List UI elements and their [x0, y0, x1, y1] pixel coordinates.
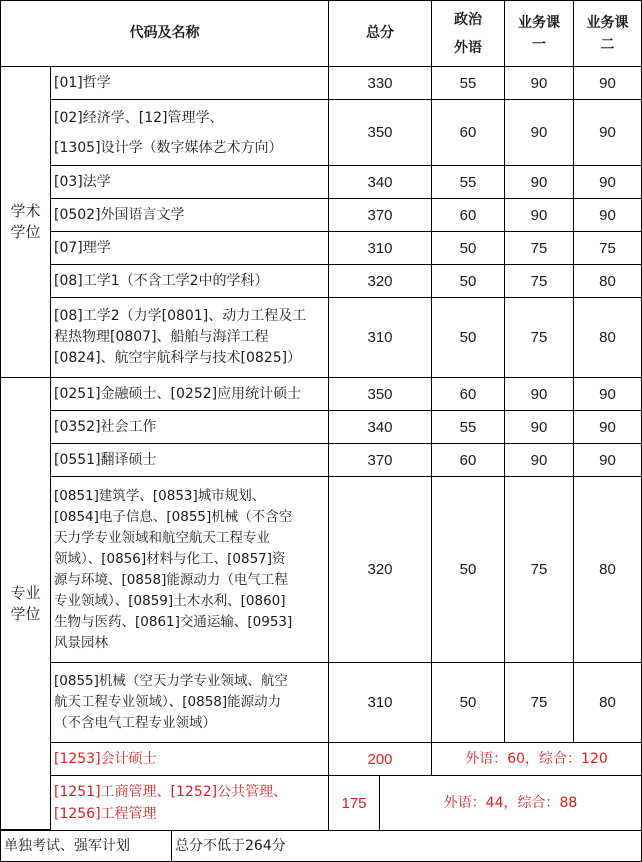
table-row-course2: 80 — [573, 264, 642, 298]
table-row-course1: 90 — [504, 99, 574, 166]
table-row-course2: 90 — [573, 165, 642, 199]
table-row-course2: 90 — [573, 198, 642, 232]
table-row-politics: 50 — [431, 264, 505, 298]
table-row-total: 350 — [328, 377, 432, 411]
table-row-course2: 90 — [573, 66, 642, 100]
table-row-course2: 90 — [573, 443, 642, 477]
footer-label: 单独考试、强军计划 — [0, 830, 172, 862]
table-row-politics: 55 — [431, 410, 505, 444]
table-row-name: [0855]机械（空天力学专业领域、航空 航天工程专业领域）、[0858]能源动力 （不含电气工程专业领域） — [50, 662, 329, 743]
table-row-total: 310 — [328, 662, 432, 743]
table-row-course2: 90 — [573, 377, 642, 411]
table-row-course2: 90 — [573, 99, 642, 166]
table-row-total: 310 — [328, 297, 432, 378]
table-row-name: [03]法学 — [50, 165, 329, 199]
table-row-name: [01]哲学 — [50, 66, 329, 100]
table-row-course1: 90 — [504, 377, 574, 411]
table-row-politics: 55 — [431, 165, 505, 199]
table-row-politics: 50 — [431, 297, 505, 378]
table-row-course1: 90 — [504, 66, 574, 100]
table-row-politics: 60 — [431, 99, 505, 166]
accounting-name: [1253]会计硕士 — [50, 742, 329, 776]
table-row-total: 320 — [328, 264, 432, 298]
header-politics-foreign: 政治 外语 — [431, 0, 505, 67]
header-total: 总分 — [328, 0, 432, 67]
table-row-politics: 60 — [431, 377, 505, 411]
header-course2: 业务课 二 — [573, 0, 642, 67]
table-row-total: 370 — [328, 198, 432, 232]
table-row-name: [07]理学 — [50, 231, 329, 265]
table-row-total: 340 — [328, 165, 432, 199]
table-row-name: [08]工学1（不含工学2中的学科） — [50, 264, 329, 298]
table-row-politics: 50 — [431, 662, 505, 743]
table-row-name: [0251]金融硕士、[0252]应用统计硕士 — [50, 377, 329, 411]
table-row-politics: 60 — [431, 198, 505, 232]
group-academic-degree: 学术 学位 — [0, 66, 51, 378]
accounting-note: 外语：60，综合：120 — [431, 742, 642, 776]
table-row-total: 350 — [328, 99, 432, 166]
table-row-name: [0502]外国语言文学 — [50, 198, 329, 232]
table-row-course1: 90 — [504, 410, 574, 444]
table-row-course1: 90 — [504, 443, 574, 477]
table-row-course1: 75 — [504, 662, 574, 743]
table-row-course2: 90 — [573, 410, 642, 444]
mgmt-name: [1251]工商管理、[1252]公共管理、 [1256]工程管理 — [50, 775, 329, 831]
table-row-course1: 75 — [504, 264, 574, 298]
table-row-name: [0551]翻译硕士 — [50, 443, 329, 477]
table-row-course1: 75 — [504, 476, 574, 663]
mgmt-total: 175 — [328, 775, 380, 831]
mgmt-note: 外语：44，综合：88 — [379, 775, 642, 831]
header-course1: 业务课 一 — [504, 0, 574, 67]
table-row-name: [08]工学2（力学[0801]、动力工程及工 程热物理[0807]、船舶与海洋工程 [0824]、航空宇航科学与技术[0825]） — [50, 297, 329, 378]
table-row-total: 310 — [328, 231, 432, 265]
table-row-name: [0851]建筑学、[0853]城市规划、 [0854]电子信息、[0855]机械（不含空 天力学专业领域和航空航天工程专业 领域）、[0856]材料与化工、[0857]资 源与环境、[0858]能源动力（电气工程 专业领域）、[0859]土木水利、[0860] 生物与医药、[0861]交通运输、[0953] 风景园林 — [50, 476, 329, 663]
table-row-total: 320 — [328, 476, 432, 663]
table-row-course1: 75 — [504, 231, 574, 265]
table-row-name: [02]经济学、[12]管理学、 [1305]设计学（数字媒体艺术方向） — [50, 99, 329, 166]
table-row-politics: 55 — [431, 66, 505, 100]
table-row-course1: 75 — [504, 297, 574, 378]
table-row-politics: 50 — [431, 476, 505, 663]
table-row-course2: 75 — [573, 231, 642, 265]
table-row-politics: 50 — [431, 231, 505, 265]
accounting-total: 200 — [328, 742, 432, 776]
table-row-total: 370 — [328, 443, 432, 477]
header-name-code: 代码及名称 — [0, 0, 329, 67]
table-row-course2: 80 — [573, 476, 642, 663]
table-row-name: [0352]社会工作 — [50, 410, 329, 444]
table-row-total: 330 — [328, 66, 432, 100]
table-row-politics: 60 — [431, 443, 505, 477]
table-row-course1: 90 — [504, 198, 574, 232]
footer-value: 总分不低于264分 — [171, 830, 642, 862]
table-row-course2: 80 — [573, 297, 642, 378]
table-row-course1: 90 — [504, 165, 574, 199]
table-row-total: 340 — [328, 410, 432, 444]
table-row-course2: 80 — [573, 662, 642, 743]
group-professional-degree: 专业 学位 — [0, 377, 51, 830]
